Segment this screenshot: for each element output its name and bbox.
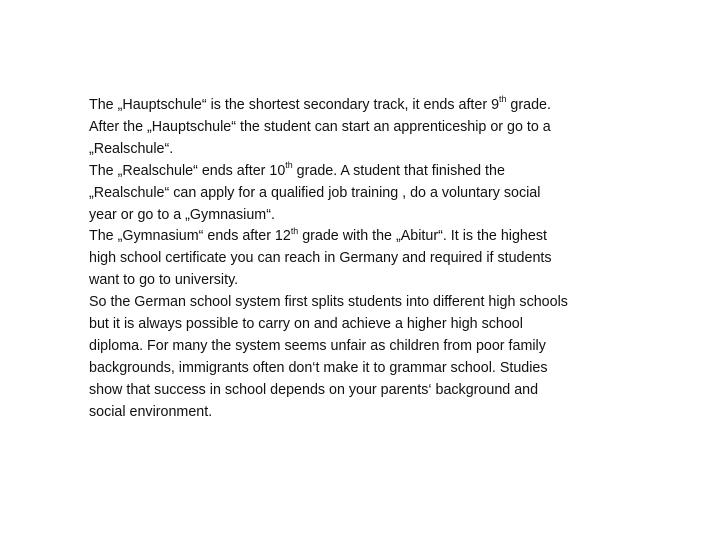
text-line	[89, 248, 659, 270]
text-segment: show that success in school depends on your parents‘ background and	[89, 381, 539, 398]
text-line	[89, 139, 659, 161]
text-line	[89, 226, 659, 248]
text-line	[89, 95, 659, 117]
ordinal-superscript: th	[499, 94, 507, 105]
text-segment: „Realschule“ can apply for a qualified job training , do a voluntary social	[89, 184, 541, 201]
text-line	[89, 336, 659, 358]
text-segment: social environment.	[89, 403, 213, 420]
text-segment: but it is always possible to carry on and achieve a higher high school	[89, 316, 523, 333]
text-segment: The „Gymnasium“ ends after 12	[89, 228, 291, 245]
text-segment: grade. A student that finished the	[292, 162, 505, 179]
text-segment: So the German school system first splits students into different high schools	[89, 294, 568, 311]
ordinal-superscript: th	[285, 160, 293, 171]
text-segment: grade.	[506, 97, 551, 113]
text-line	[89, 380, 659, 402]
text-line	[89, 292, 659, 314]
text-line	[89, 402, 659, 424]
text-segment: year or go to a „Gymnasium“.	[89, 206, 275, 223]
text-line	[89, 183, 659, 205]
body-text	[89, 95, 659, 424]
text-segment: grade with the „Abitur“. It is the highest	[298, 228, 547, 245]
text-segment: high school certificate you can reach in Germany and required if students	[89, 250, 552, 267]
text-line	[89, 161, 659, 183]
text-segment: diploma. For many the system seems unfair as children from poor family	[89, 337, 546, 354]
text-segment: backgrounds, immigrants often don‘t make it to grammar school. Studies	[89, 359, 548, 376]
text-segment: The „Realschule“ ends after 10	[89, 162, 286, 179]
text-segment: The „Hauptschule“ is the shortest secondary track, it ends after 9	[89, 97, 500, 113]
text-line	[89, 314, 659, 336]
text-segment: „Realschule“.	[89, 140, 174, 157]
text-line	[89, 270, 659, 292]
text-line	[89, 117, 659, 139]
text-line	[89, 358, 659, 380]
text-segment: After the „Hauptschule“ the student can start an apprenticeship or go to a	[89, 118, 551, 135]
ordinal-superscript: th	[290, 225, 299, 236]
text-line	[89, 205, 659, 227]
text-segment: want to go to university.	[89, 272, 239, 289]
